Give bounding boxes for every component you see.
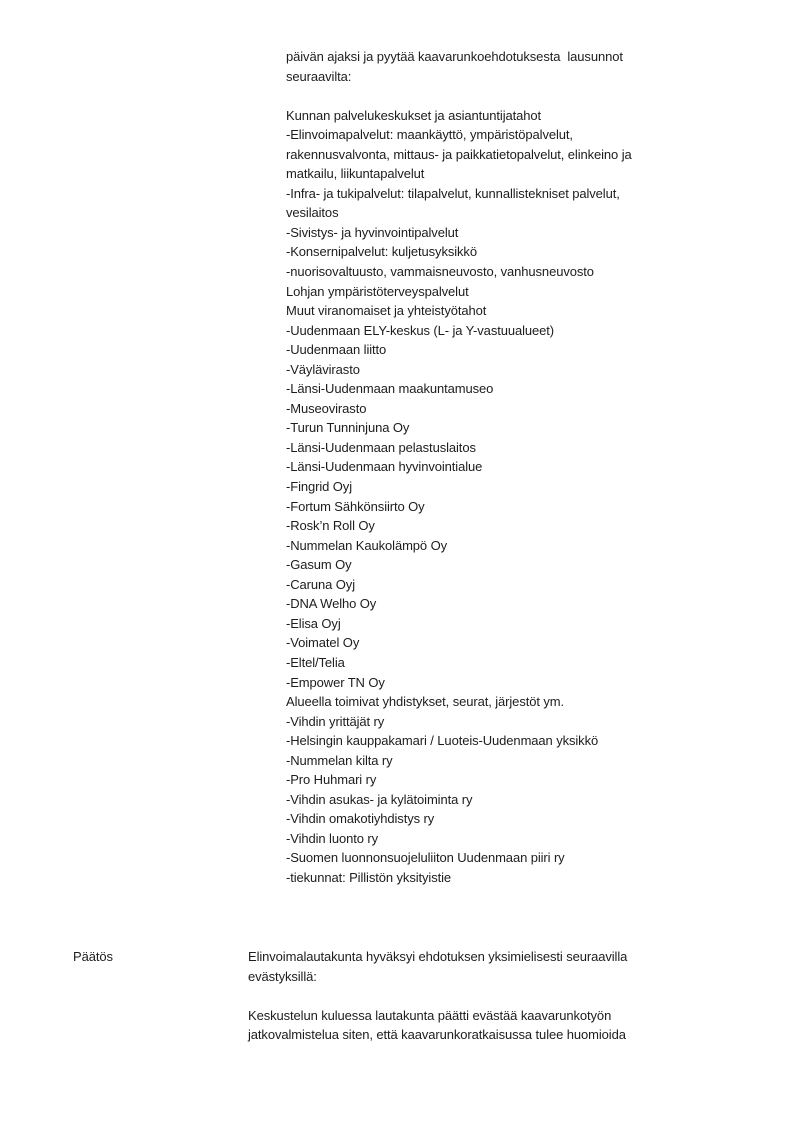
decision-text-block bbox=[248, 947, 627, 1045]
text-line: -Länsi-Uudenmaan pelastuslaitos bbox=[286, 439, 476, 455]
text-line: Elinvoimalautakunta hyväksyi ehdotuksen yksimielisesti seuraavilla bbox=[248, 949, 628, 964]
text-line: -Turun Tunninjuna Oy bbox=[286, 420, 410, 436]
text-line: Kunnan palvelukeskukset ja asiantuntijatahot bbox=[286, 107, 542, 123]
text-line: -Empower TN Oy bbox=[286, 674, 385, 690]
text-line: Muut viranomaiset ja yhteistyötahot bbox=[286, 303, 487, 319]
text-line: -Nummelan kilta ry bbox=[286, 752, 393, 768]
text-line: Keskustelun kuluessa lautakunta päätti evästää kaavarunkotyön bbox=[248, 1007, 612, 1023]
text-line: -Museovirasto bbox=[286, 400, 367, 416]
text-line: -Suomen luonnonsuojeluliiton Uudenmaan piiri ry bbox=[286, 850, 565, 866]
text-line bbox=[248, 986, 627, 1006]
text-line: -Pro Huhmari ry bbox=[286, 772, 377, 788]
text-line: -Vihdin asukas- ja kylätoiminta ry bbox=[286, 791, 473, 807]
text-line: -Länsi-Uudenmaan maakuntamuseo bbox=[286, 381, 494, 397]
text-line: -Helsingin kauppakamari / Luoteis-Uudenmaan yksikkö bbox=[286, 733, 599, 749]
text-line: jatkovalmistelua siten, että kaavarunkoratkaisussa tulee huomioida bbox=[248, 1027, 626, 1043]
text-line: -Väylävirasto bbox=[286, 361, 360, 377]
text-line: -Caruna Oyj bbox=[286, 576, 355, 592]
text-line: Lohjan ympäristöterveyspalvelut bbox=[286, 283, 469, 299]
text-line: -Fingrid Oyj bbox=[286, 479, 352, 495]
text-line: seuraavilta: bbox=[286, 68, 352, 84]
text-line bbox=[286, 86, 632, 106]
text-line: -Infra- ja tukipalvelut: tilapalvelut, kunnallistekniset palvelut, bbox=[286, 185, 620, 201]
text-line: -Länsi-Uudenmaan hyvinvointialue bbox=[286, 459, 483, 475]
text-line: -Voimatel Oy bbox=[286, 635, 360, 651]
text-line: -Elinvoimapalvelut: maankäyttö, ympäristöpalvelut, bbox=[286, 127, 573, 143]
text-line: evästyksillä: bbox=[248, 968, 317, 984]
text-line: -Vihdin yrittäjät ry bbox=[286, 713, 385, 729]
text-line: -Vihdin luonto ry bbox=[286, 830, 379, 846]
text-line: matkailu, liikuntapalvelut bbox=[286, 166, 425, 182]
text-line: -Fortum Sähkönsiirto Oy bbox=[286, 498, 425, 514]
text-line: -Elisa Oyj bbox=[286, 615, 341, 631]
text-line: -Nummelan Kaukolämpö Oy bbox=[286, 537, 447, 553]
text-line: -Sivistys- ja hyvinvointipalvelut bbox=[286, 224, 459, 240]
decision-label: Päätös bbox=[73, 949, 113, 964]
text-line: -Gasum Oy bbox=[286, 557, 352, 573]
text-line: Alueella toimivat yhdistykset, seurat, järjestöt ym. bbox=[286, 694, 565, 710]
text-line: -Eltel/Telia bbox=[286, 654, 345, 670]
text-line: rakennusvalvonta, mittaus- ja paikkatietopalvelut, elinkeino ja bbox=[286, 146, 632, 162]
text-line: -Uudenmaan liitto bbox=[286, 342, 387, 358]
text-line: -Vihdin omakotiyhdistys ry bbox=[286, 811, 435, 827]
text-line: -Konsernipalvelut: kuljetusyksikkö bbox=[286, 244, 477, 260]
text-line: -nuorisovaltuusto, vammaisneuvosto, vanhusneuvosto bbox=[286, 264, 594, 280]
text-line: vesilaitos bbox=[286, 205, 339, 221]
text-line: -tiekunnat: Pillistön yksityistie bbox=[286, 869, 452, 885]
continuation-text-block bbox=[286, 47, 632, 888]
text-line: -Uudenmaan ELY-keskus (L- ja Y-vastuualueet) bbox=[286, 322, 555, 338]
text-line: -Rosk’n Roll Oy bbox=[286, 518, 375, 534]
text-line: -DNA Welho Oy bbox=[286, 596, 377, 612]
text-line: päivän ajaksi ja pyytää kaavarunkoehdotuksesta lausunnot bbox=[286, 49, 623, 64]
